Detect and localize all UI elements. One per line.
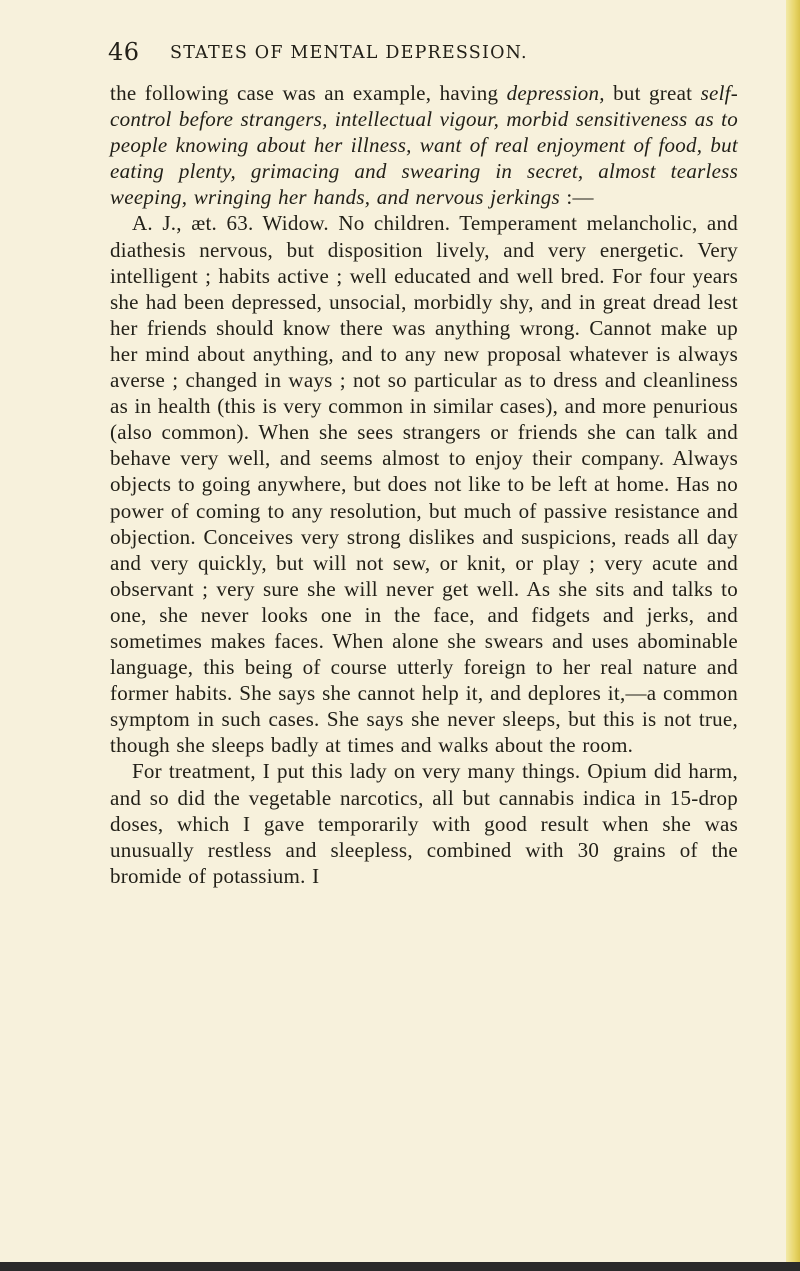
running-title: STATES OF MENTAL DEPRESSION.: [170, 43, 528, 63]
body-text: [110, 80, 738, 889]
intro-italic-symptoms: self-control before strangers, intellectual vigour, morbid sensitiveness as to people knowing about her illness, want of real enjoyment of food, but eating plenty, grimacing and swearing in secret, almost tearless weeping, wringing her hands, and nervous jerkings: [110, 81, 738, 210]
page-number: 46: [108, 38, 140, 66]
page-edge: [786, 0, 800, 1271]
intro-text-1: the following case was an example, having: [110, 81, 507, 105]
bottom-edge: [0, 1262, 800, 1271]
paragraph-treatment: For treatment, I put this lady on very many things. Opium did harm, and so did the vegetable narcotics, all but cannabis indica in 15-drop doses, which I gave temporarily with good result when she was unusually restless and sleepless, combined with 30 grains of the bromide of potassium. I: [110, 759, 738, 888]
intro-text-2: but great: [604, 81, 701, 105]
intro-italic-depression: depression,: [506, 81, 605, 105]
paragraph-intro: [110, 80, 738, 210]
paragraph-case: A. J., æt. 63. Widow. No children. Temperament melancholic, and diathesis nervous, but disposition lively, and very energetic. Very intelligent ; habits active ; well educated and well bred. For four years she had been depressed, unsocial, morbidly shy, and in great dread lest her friends should know there was anything wrong. Cannot make up her mind about anything, and to any new proposal whatever is always averse ; changed in ways ; not so particular as to dress and cleanliness as in health (this is very common in similar cases), and more penurious (also common). When she sees strangers or friends she can talk and behave very well, and seems almost to enjoy their company. Always objects to going anywhere, but does not like to be left at home. Has no power of coming to any resolution, but much of passive resistance and objection. Conceives very strong dislikes and suspicions, reads all day and very quickly, but will not sew, or knit, or play ; very acute and observant ; very sure she will never get well. As she sits and talks to one, she never looks one in the face, and fidgets and jerks, and sometimes makes faces. When alone she swears and uses abominable language, this being of course utterly foreign to her real nature and former habits. She says she cannot help it, and deplores it,—a common symptom in such cases. She says she never sleeps, but this is not true, though she sleeps badly at times and walks about the room.: [110, 211, 738, 758]
intro-text-3: :—: [559, 185, 594, 210]
